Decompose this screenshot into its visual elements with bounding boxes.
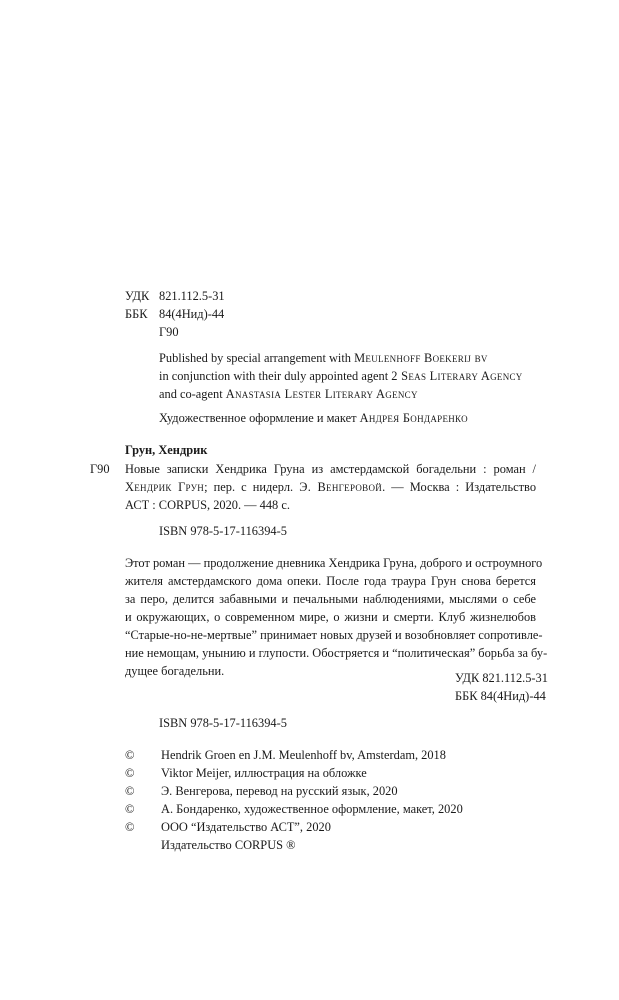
design-credit: [159, 409, 468, 427]
bbk-label: ББК: [125, 307, 148, 321]
catalog-line-1: Новые записки Хендрика Груна из амстердамской богадельни : роман /: [125, 462, 536, 476]
catalog-translation: ; пер. с нидерл.: [204, 480, 300, 494]
annotation-line: ние немощам, унынию и глупости. Обостряется и “политическая” борьба за бу-: [125, 646, 548, 660]
copyright-text: Издательство CORPUS ®: [161, 838, 296, 852]
catalog-author-heading: [125, 441, 207, 459]
publisher-name: Meulenhoff Boekerij bv: [354, 351, 488, 365]
copyright-icon: ©: [125, 784, 135, 798]
designer-name: Андрея Бондаренко: [359, 411, 468, 425]
rights-line-2: [159, 367, 523, 385]
annotation-line: “Старые-но-не-мертвые” принимает новых друзей и возобновляет сопротивле-: [125, 628, 543, 642]
catalog-author: Грун, Хендрик: [125, 443, 208, 457]
copyright-block: [125, 746, 463, 854]
right-bbk: ББК 84(4Нид)-44: [455, 689, 546, 703]
annotation-line: жителя амстердамского дома опеки. После года траура Грун снова берется: [125, 574, 536, 588]
catalog-place: . — Москва : Издательство: [382, 480, 537, 494]
catalog-translator: Э. Венгеровой: [299, 480, 383, 494]
copyright-icon: ©: [125, 748, 135, 762]
catalog-sign-text: Г90: [90, 462, 110, 476]
annotation: [125, 554, 548, 680]
annotation-line: за перо, делится забавными и печальными наблюдениями, мыслями о себе: [125, 592, 536, 606]
udk-line: [125, 287, 225, 305]
catalog-author-sc: Хендрик Грун: [125, 480, 205, 494]
catalog-line-3: АСТ : CORPUS, 2020. — 448 с.: [125, 498, 290, 512]
classification-block: [125, 287, 225, 341]
catalog-line-2: [125, 478, 536, 496]
design-credit-line: [159, 409, 468, 427]
isbn-second: [159, 714, 287, 732]
copyright-text: ООО “Издательство АСТ”, 2020: [161, 820, 331, 834]
annotation-line: и окружающих, о современном мире, о жизни и смерти. Клуб жизнелюбов: [125, 610, 536, 624]
copyright-icon: ©: [125, 766, 135, 780]
catalog-sign: [90, 460, 110, 478]
copyright-icon: ©: [125, 802, 135, 816]
copyright-row: [125, 782, 463, 800]
copyright-icon: ©: [125, 820, 135, 834]
rights-line-1-text: Published by special arrangement with: [159, 351, 355, 365]
isbn-second-text: ISBN 978-5-17-116394-5: [159, 716, 287, 730]
design-credit-text: Художественное оформление и макет: [159, 411, 360, 425]
copyright-row-last: [125, 836, 463, 854]
co-agency-name: Anastasia Lester Literary Agency: [225, 387, 418, 401]
rights-line-3-text: and co-agent: [159, 387, 226, 401]
copyright-text: Viktor Meijer, иллюстрация на обложке: [161, 766, 367, 780]
bbk-line: [125, 305, 225, 323]
rights-line-3: [159, 385, 523, 403]
catalog-record: [125, 460, 536, 514]
copyright-text: А. Бондаренко, художественное оформление, макет, 2020: [161, 802, 463, 816]
copyright-text: Э. Венгерова, перевод на русский язык, 2020: [161, 784, 398, 798]
copyright-row: [125, 818, 463, 836]
copyright-row: [125, 764, 463, 782]
udk-value: 821.112.5-31: [159, 289, 225, 303]
agency-name: 2 Seas Literary Agency: [391, 369, 523, 383]
rights-block: [159, 349, 523, 403]
copyright-text: Hendrik Groen en J.M. Meulenhoff bv, Amsterdam, 2018: [161, 748, 446, 762]
right-udk: УДК 821.112.5-31: [455, 671, 548, 685]
copyright-row: [125, 746, 463, 764]
udk-label: УДК: [125, 289, 150, 303]
bbk-value: 84(4Нид)-44: [159, 307, 225, 321]
annotation-last-line: дущее богадельни.: [125, 664, 225, 678]
copyright-row: [125, 800, 463, 818]
catalog-isbn: [159, 522, 287, 540]
right-codes: [455, 669, 548, 705]
catalog-isbn-text: ISBN 978-5-17-116394-5: [159, 524, 287, 538]
author-sign: Г90: [159, 325, 179, 339]
annotation-line: Этот роман — продолжение дневника Хендрика Груна, доброго и остроумного: [125, 556, 543, 570]
rights-line-2-text: in conjunction with their duly appointed agent: [159, 369, 392, 383]
rights-line-1: [159, 349, 523, 367]
